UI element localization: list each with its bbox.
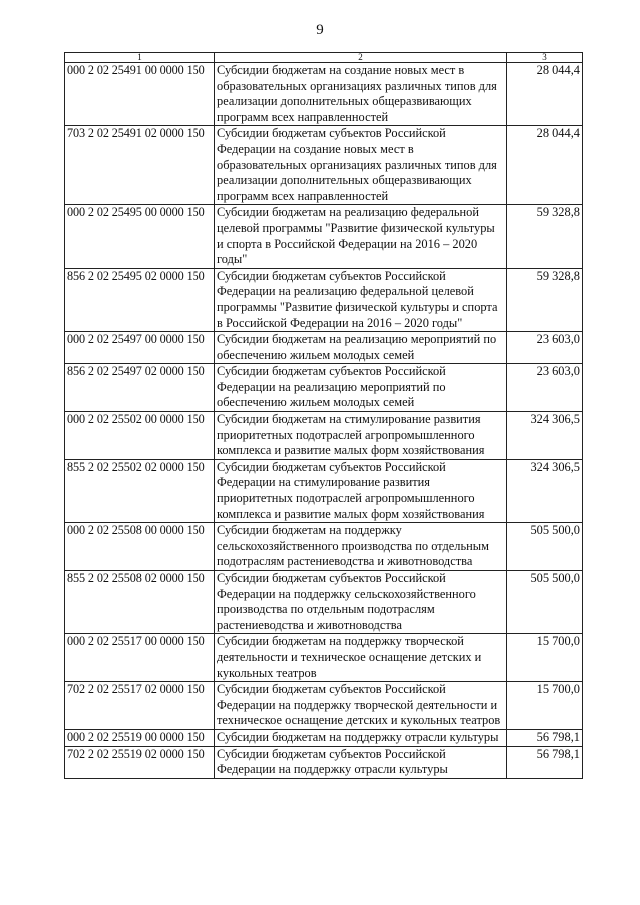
amount-cell: 15 700,0: [507, 682, 583, 730]
budget-code-cell: 856 2 02 25495 02 0000 150: [65, 268, 215, 331]
income-name-cell: Субсидии бюджетам на поддержку сельскохозяйственного производства по отдельным подотраслям растениеводства и животноводства: [215, 523, 507, 571]
table-row: [65, 459, 583, 522]
budget-code-cell: 702 2 02 25519 02 0000 150: [65, 746, 215, 778]
income-name-cell: Субсидии бюджетам на стимулирование развития приоритетных подотраслей агропромышленного комплекса и развитие малых форм хозяйствования: [215, 412, 507, 460]
table-row: [65, 746, 583, 778]
amount-cell: 23 603,0: [507, 364, 583, 412]
amount-cell: 59 328,8: [507, 268, 583, 331]
budget-code-cell: 000 2 02 25491 00 0000 150: [65, 63, 215, 126]
table-row: [65, 523, 583, 571]
amount-cell: 505 500,0: [507, 523, 583, 571]
amount-cell: 15 700,0: [507, 634, 583, 682]
table-row: [65, 364, 583, 412]
income-name-cell: Субсидии бюджетам на поддержку творческой деятельности и техническое оснащение детских и кукольных театров: [215, 634, 507, 682]
table-row: [65, 63, 583, 126]
income-name-cell: Субсидии бюджетам субъектов Российской Федерации на создание новых мест в образовательных организациях различных типов для реализации дополнительных общеразвивающих программ всех направленностей: [215, 126, 507, 205]
table-row: [65, 571, 583, 634]
budget-code-cell: 856 2 02 25497 02 0000 150: [65, 364, 215, 412]
amount-cell: 56 798,1: [507, 746, 583, 778]
column-header-code: 1: [65, 53, 215, 63]
table-row: [65, 126, 583, 205]
budget-code-cell: 000 2 02 25508 00 0000 150: [65, 523, 215, 571]
budget-code-cell: 000 2 02 25517 00 0000 150: [65, 634, 215, 682]
income-name-cell: Субсидии бюджетам на реализацию мероприятий по обеспечению жильем молодых семей: [215, 332, 507, 364]
budget-code-cell: 702 2 02 25517 02 0000 150: [65, 682, 215, 730]
amount-cell: 324 306,5: [507, 459, 583, 522]
table-row: [65, 729, 583, 746]
amount-cell: 23 603,0: [507, 332, 583, 364]
amount-cell: 28 044,4: [507, 63, 583, 126]
amount-cell: 59 328,8: [507, 205, 583, 268]
income-name-cell: Субсидии бюджетам на поддержку отрасли культуры: [215, 729, 507, 746]
table-row: [65, 412, 583, 460]
table-header-row: [65, 53, 583, 63]
income-name-cell: Субсидии бюджетам на создание новых мест в образовательных организациях различных типов для реализации дополнительных общеразвивающих программ всех направленностей: [215, 63, 507, 126]
budget-code-cell: 855 2 02 25502 02 0000 150: [65, 459, 215, 522]
table-row: [65, 682, 583, 730]
amount-cell: 324 306,5: [507, 412, 583, 460]
budget-table: [64, 52, 583, 779]
budget-code-cell: 000 2 02 25519 00 0000 150: [65, 729, 215, 746]
table-row: [65, 205, 583, 268]
income-name-cell: Субсидии бюджетам субъектов Российской Федерации на реализацию федеральной целевой программы "Развитие физической культуры и спорта в Российской Федерации на 2016 – 2020 годы": [215, 268, 507, 331]
amount-cell: 28 044,4: [507, 126, 583, 205]
budget-code-cell: 000 2 02 25502 00 0000 150: [65, 412, 215, 460]
table-row: [65, 332, 583, 364]
income-name-cell: Субсидии бюджетам субъектов Российской Федерации на поддержку отрасли культуры: [215, 746, 507, 778]
income-name-cell: Субсидии бюджетам субъектов Российской Федерации на реализацию мероприятий по обеспечению жильем молодых семей: [215, 364, 507, 412]
column-header-amount: 3: [507, 53, 583, 63]
budget-code-cell: 855 2 02 25508 02 0000 150: [65, 571, 215, 634]
income-name-cell: Субсидии бюджетам субъектов Российской Федерации на стимулирование развития приоритетных подотраслей агропромышленного комплекса и развитие малых форм хозяйствования: [215, 459, 507, 522]
income-name-cell: Субсидии бюджетам субъектов Российской Федерации на поддержку сельскохозяйственного производства по отдельным подотраслям растениеводства и животноводства: [215, 571, 507, 634]
column-header-name: 2: [215, 53, 507, 63]
income-name-cell: Субсидии бюджетам субъектов Российской Федерации на поддержку творческой деятельности и техническое оснащение детских и кукольных театров: [215, 682, 507, 730]
table-row: [65, 634, 583, 682]
amount-cell: 505 500,0: [507, 571, 583, 634]
income-name-cell: Субсидии бюджетам на реализацию федеральной целевой программы "Развитие физической культуры и спорта в Российской Федерации на 2016 – 2020 годы": [215, 205, 507, 268]
amount-cell: 56 798,1: [507, 729, 583, 746]
budget-code-cell: 000 2 02 25497 00 0000 150: [65, 332, 215, 364]
table-row: [65, 268, 583, 331]
budget-code-cell: 000 2 02 25495 00 0000 150: [65, 205, 215, 268]
page-number: 9: [316, 22, 324, 38]
budget-code-cell: 703 2 02 25491 02 0000 150: [65, 126, 215, 205]
